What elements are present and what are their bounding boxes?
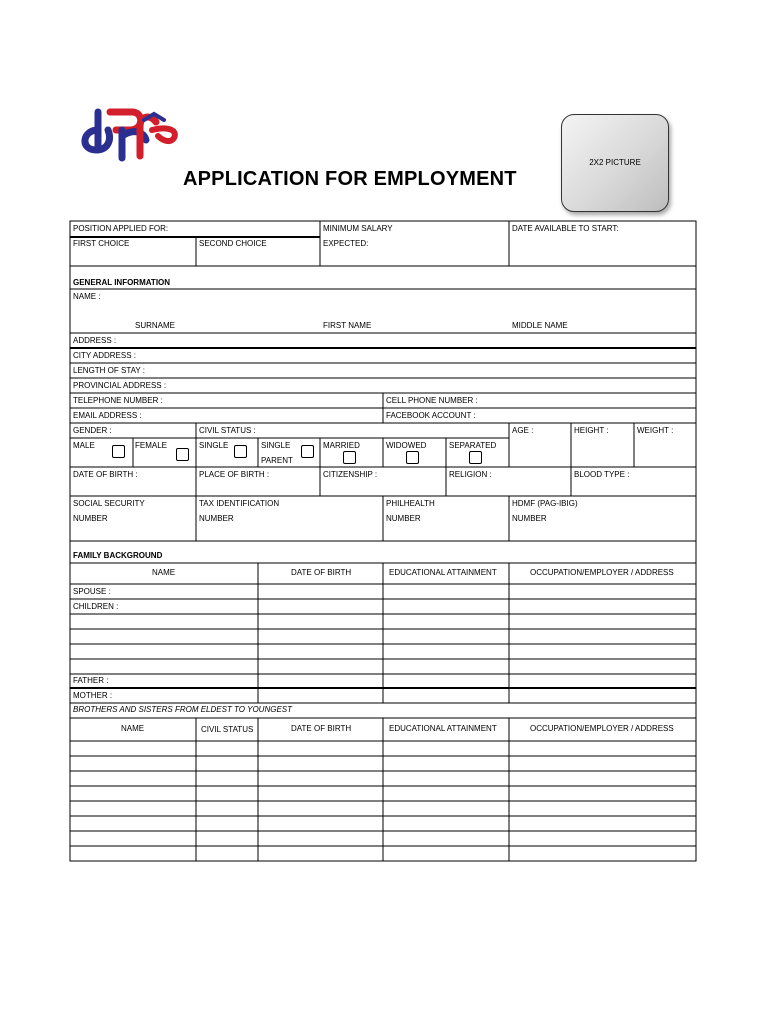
provincial-address-label: PROVINCIAL ADDRESS :	[73, 381, 167, 390]
female-checkbox[interactable]	[176, 448, 189, 461]
single-parent-checkbox[interactable]	[301, 445, 314, 458]
siblings-col-name: NAME	[121, 724, 145, 733]
single-checkbox[interactable]	[234, 445, 247, 458]
telephone-label: TELEPHONE NUMBER :	[73, 396, 163, 405]
age-label: AGE :	[512, 426, 534, 435]
siblings-col-civil: CIVIL STATUS	[201, 725, 254, 734]
siblings-col-edu: EDUCATIONAL ATTAINMENT	[389, 724, 497, 733]
blood-type-label: BLOOD TYPE :	[574, 470, 630, 479]
photo-label: 2X2 PICTURE	[589, 158, 641, 167]
spouse-label: SPOUSE :	[73, 587, 111, 596]
tin-label: TAX IDENTIFICATION	[199, 499, 280, 508]
religion-label: RELIGION :	[449, 470, 492, 479]
name-label: NAME :	[73, 292, 101, 301]
siblings-heading: BROTHERS AND SISTERS FROM ELDEST TO YOUNGEST	[73, 705, 292, 714]
sss-label: SOCIAL SECURITY	[73, 499, 145, 508]
weight-label: WEIGHT :	[637, 426, 674, 435]
male-label: MALE	[73, 441, 95, 450]
hdmf-label: HDMF (PAG-IBIG)	[512, 499, 578, 508]
single-parent-label-2: PARENT	[261, 456, 293, 465]
siblings-col-occ: OCCUPATION/EMPLOYER / ADDRESS	[530, 724, 674, 733]
family-background-heading: FAMILY BACKGROUND	[73, 551, 163, 560]
single-parent-label-1: SINGLE	[261, 441, 291, 450]
separated-checkbox[interactable]	[469, 451, 482, 464]
married-label: MARRIED	[323, 441, 360, 450]
pob-label: PLACE OF BIRTH :	[199, 470, 270, 479]
family-col-occ: OCCUPATION/EMPLOYER / ADDRESS	[530, 568, 674, 577]
philhealth-number-label: NUMBER	[386, 514, 421, 523]
middle-name-label: MIDDLE NAME	[512, 321, 568, 330]
email-label: EMAIL ADDRESS :	[73, 411, 142, 420]
single-label: SINGLE	[199, 441, 229, 450]
father-label: FATHER :	[73, 676, 109, 685]
first-name-label: FIRST NAME	[323, 321, 372, 330]
cell-phone-label: CELL PHONE NUMBER :	[386, 396, 478, 405]
family-col-edu: EDUCATIONAL ATTAINMENT	[389, 568, 497, 577]
first-choice-label: FIRST CHOICE	[73, 239, 130, 248]
expected-label: EXPECTED:	[323, 239, 369, 248]
female-label: FEMALE	[135, 441, 168, 450]
civil-status-label: CIVIL STATUS :	[199, 426, 256, 435]
children-label: CHILDREN :	[73, 602, 119, 611]
married-checkbox[interactable]	[343, 451, 356, 464]
surname-label: SURNAME	[135, 321, 176, 330]
second-choice-label: SECOND CHOICE	[199, 239, 267, 248]
male-checkbox[interactable]	[112, 445, 125, 458]
dob-label: DATE OF BIRTH :	[73, 470, 138, 479]
height-label: HEIGHT :	[574, 426, 609, 435]
siblings-col-dob: DATE OF BIRTH	[291, 724, 352, 733]
tin-number-label: NUMBER	[199, 514, 234, 523]
position-applied-label: POSITION APPLIED FOR:	[73, 224, 169, 233]
philhealth-label: PHILHEALTH	[386, 499, 435, 508]
facebook-label: FACEBOOK ACCOUNT :	[386, 411, 476, 420]
mother-label: MOTHER :	[73, 691, 113, 700]
gender-label: GENDER :	[73, 426, 112, 435]
min-salary-label: MINIMUM SALARY	[323, 224, 393, 233]
separated-label: SEPARATED	[449, 441, 497, 450]
widowed-checkbox[interactable]	[406, 451, 419, 464]
city-address-label: CITY ADDRESS :	[73, 351, 136, 360]
sss-number-label: NUMBER	[73, 514, 108, 523]
general-info-heading: GENERAL INFORMATION	[73, 278, 171, 287]
citizenship-label: CITIZENSHIP :	[323, 470, 378, 479]
family-col-dob: DATE OF BIRTH	[291, 568, 352, 577]
form-title: APPLICATION FOR EMPLOYMENT	[183, 168, 517, 190]
length-of-stay-label: LENGTH OF STAY :	[73, 366, 146, 375]
date-start-label: DATE AVAILABLE TO START:	[512, 224, 619, 233]
address-label: ADDRESS :	[73, 336, 117, 345]
family-col-name: NAME	[152, 568, 176, 577]
widowed-label: WIDOWED	[386, 441, 427, 450]
hdmf-number-label: NUMBER	[512, 514, 547, 523]
